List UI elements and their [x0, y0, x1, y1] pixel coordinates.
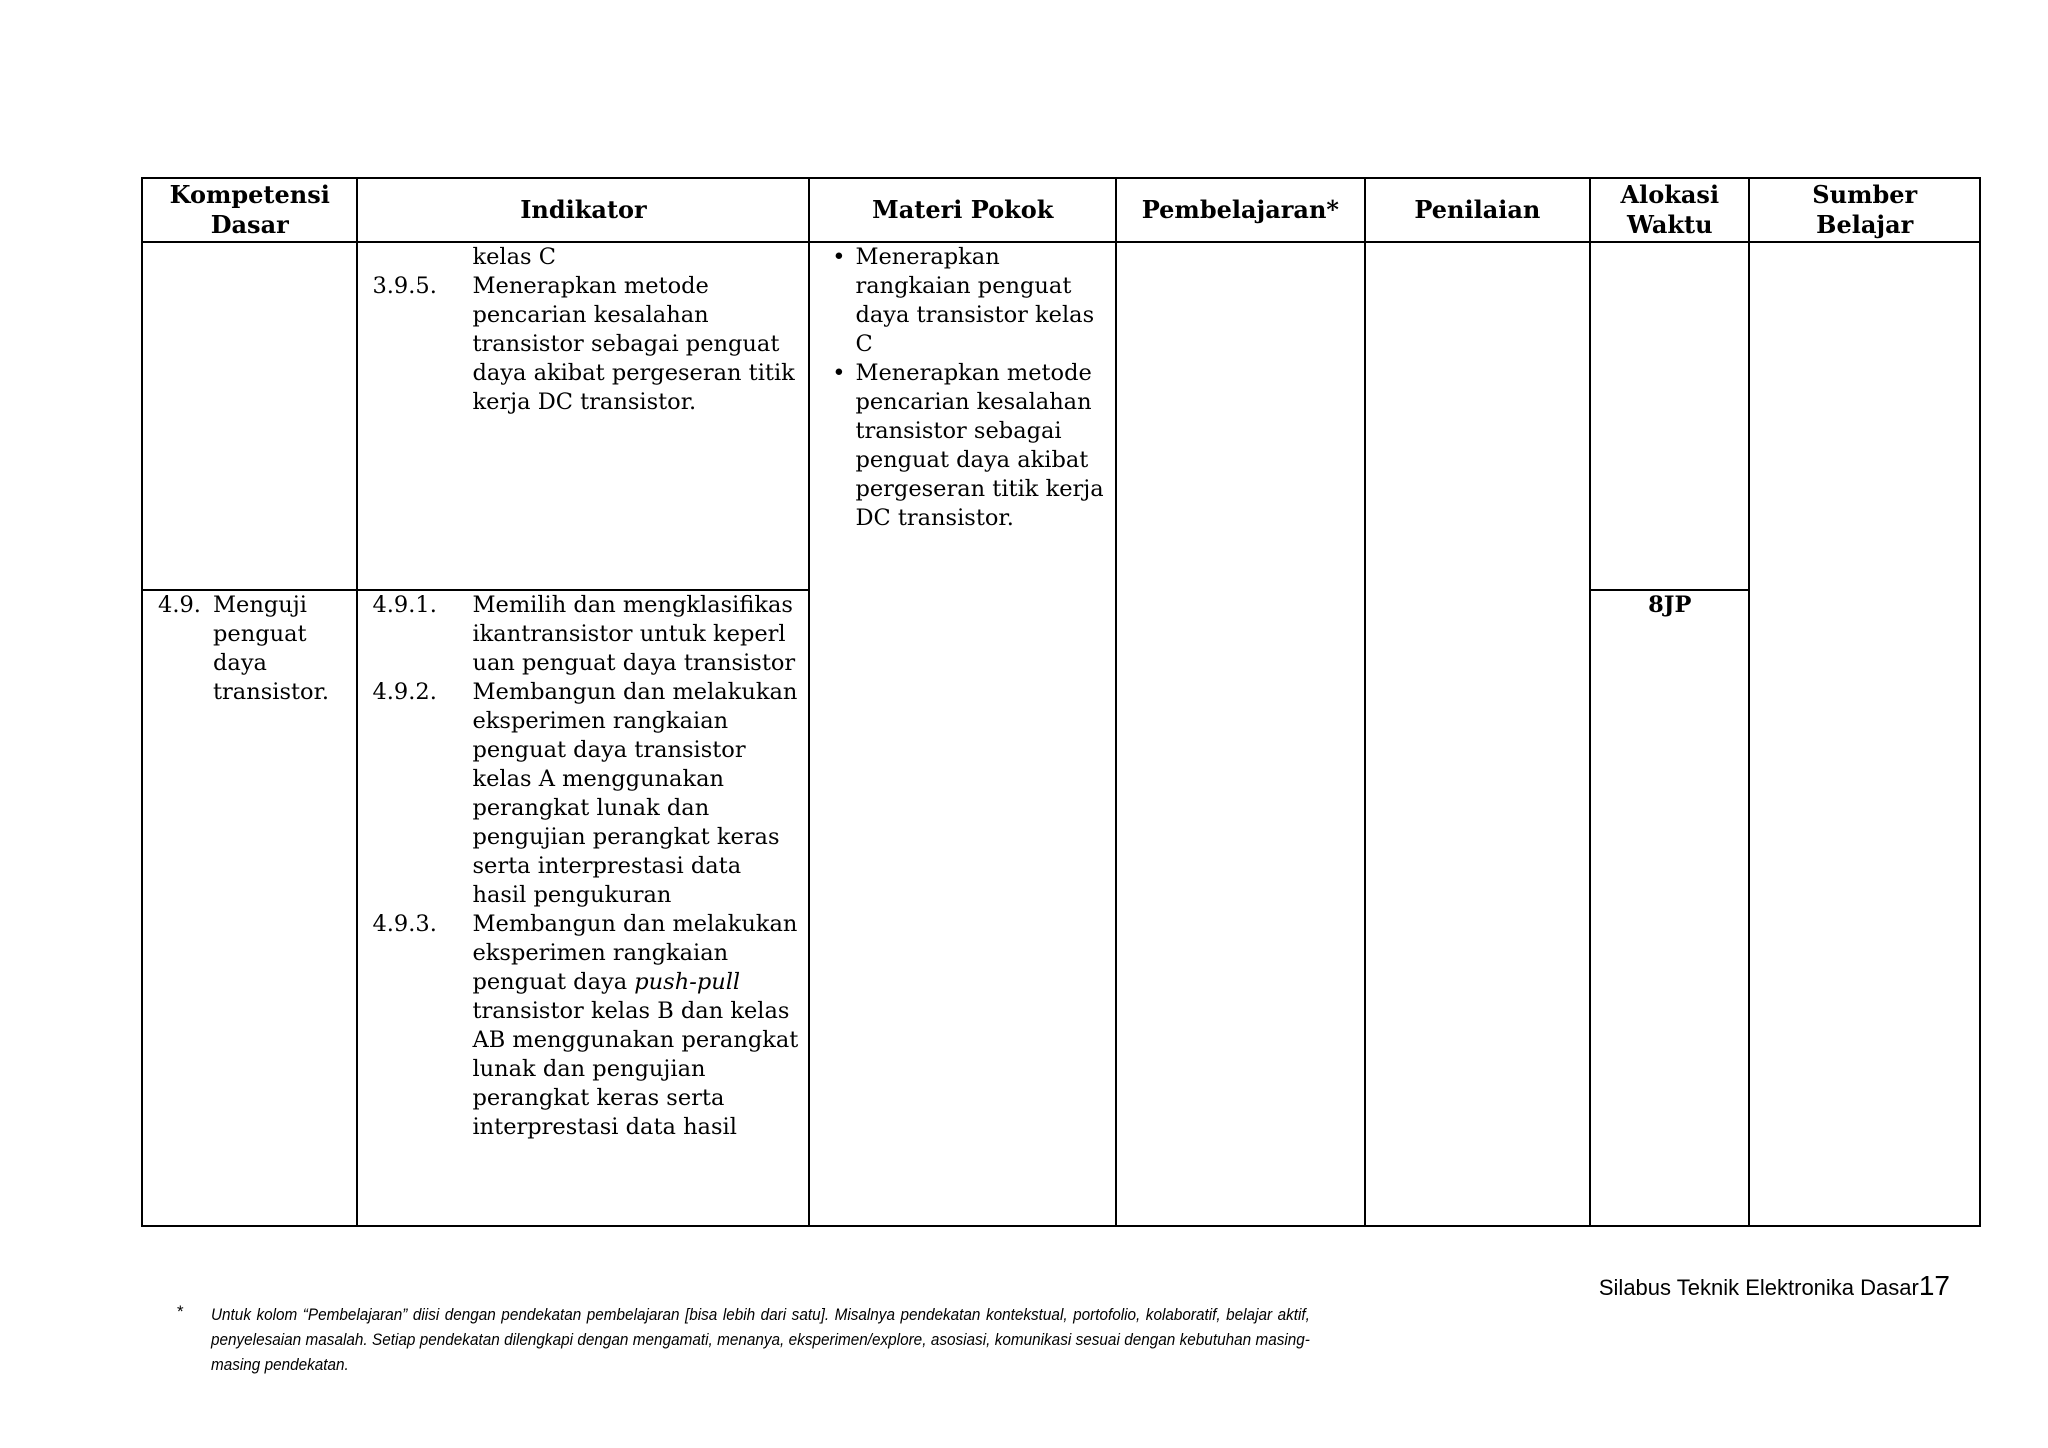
indikator-text: Menerapkan metode pencarian kesalahan transistor sebagai penguat daya akibat pergeseran titik kerja DC transistor. — [472, 273, 795, 415]
materi-text: Menerapkan metode pencarian kesalahan transistor sebagai penguat daya akibat pergeseran titik kerja DC transistor. — [855, 360, 1104, 531]
indikator-number: 4.9.1. — [372, 592, 437, 618]
table-row — [142, 242, 1980, 590]
indikator-text: Memilih dan mengklasifikasikantransistor untuk keperluan penguat daya transistor — [472, 592, 796, 676]
footer-title-text: Silabus Teknik Elektronika Dasar — [1598, 1275, 1919, 1300]
indikator-item — [372, 272, 798, 417]
indikator-item — [372, 591, 798, 678]
syllabus-table-wrapper — [141, 177, 1981, 1227]
footnote-mark: * — [177, 1302, 184, 1321]
footer-title — [1599, 1270, 1950, 1302]
header-materi-pokok: Materi Pokok — [809, 178, 1116, 242]
indikator-text-after: transistor kelas B dan kelas AB menggunakan perangkat lunak dan pengujian perangkat keras serta interprestasi data hasil — [472, 998, 799, 1140]
kd-text: Menguji penguat daya transistor. — [213, 592, 330, 705]
kompetensi-cell-empty — [142, 242, 357, 590]
sumber-belajar-cell — [1749, 242, 1980, 1226]
alokasi-cell — [1590, 590, 1749, 1226]
indikator-text-italic: push-pull — [634, 969, 741, 995]
header-kompetensi-dasar: Kompetensi Dasar — [142, 178, 357, 242]
bullet-icon: • — [832, 360, 846, 386]
indikator-item — [372, 678, 798, 910]
materi-bullet-item — [822, 243, 1107, 359]
header-pembelajaran: Pembelajaran* — [1116, 178, 1365, 242]
footnote-text: Untuk kolom “Pembelajaran” diisi dengan pendekatan pembelajaran [bisa lebih dari satu]. Misalnya pendekatan kontekstual, portofolio, kolaboratif, belajar aktif, penyelesaian masalah. Setiap pendekatan dilengkapi dengan mengamati, menanya, eksperimen/explore, asosiasi, komunikasi sesuai dengan kebutuhan masing-masing pendekatan. — [211, 1305, 1310, 1374]
pembelajaran-cell — [1116, 242, 1365, 1226]
bullet-icon: • — [832, 244, 846, 270]
indikator-number: 4.9.3. — [372, 911, 437, 937]
header-penilaian: Penilaian — [1365, 178, 1590, 242]
indikator-text-before: Membangun dan melakukan eksperimen rangkaian penguat daya — [472, 911, 798, 995]
header-row — [142, 178, 1980, 242]
indikator-text: Membangun dan melakukan eksperimen rangkaian penguat daya transistor kelas A menggunakan perangkat lunak dan pengujian perangkat keras serta interprestasi data hasil pengukuran — [472, 679, 798, 908]
indikator-item — [372, 910, 798, 1142]
indikator-number: 3.9.5. — [372, 273, 437, 299]
indikator-number: 4.9.2. — [372, 679, 437, 705]
alokasi-cell-empty — [1590, 242, 1749, 590]
header-indikator: Indikator — [357, 178, 809, 242]
indikator-continuation: kelas C — [472, 244, 556, 270]
page-number: 17 — [1918, 1270, 1950, 1301]
indikator-cell — [357, 590, 809, 1226]
penilaian-cell — [1365, 242, 1590, 1226]
materi-pokok-cell — [809, 242, 1116, 1226]
materi-bullet-item — [822, 359, 1107, 533]
materi-text: Menerapkan rangkaian penguat daya transistor kelas C — [855, 244, 1095, 357]
kompetensi-cell — [142, 590, 357, 1226]
header-sumber-belajar: Sumber Belajar — [1749, 178, 1980, 242]
header-alokasi-waktu: Alokasi Waktu — [1590, 178, 1749, 242]
syllabus-table — [141, 177, 1981, 1227]
kd-number: 4.9. — [158, 592, 201, 618]
alokasi-value: 8JP — [1648, 592, 1692, 618]
indikator-cell — [357, 242, 809, 590]
indikator-text — [472, 910, 798, 1142]
